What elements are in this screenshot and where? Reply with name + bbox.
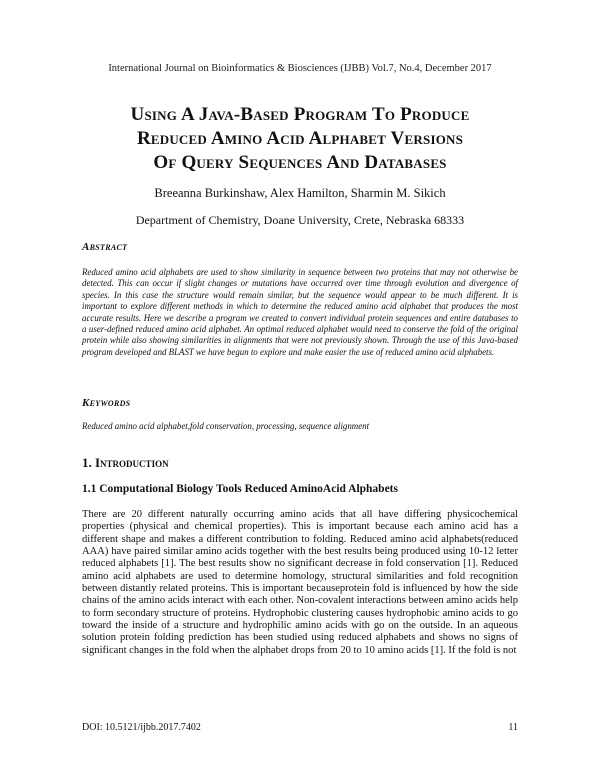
paper-title-line: Of Query Sequences And Databases (153, 152, 447, 173)
paper-title-line: Reduced Amino Acid Alphabet Versions (136, 128, 464, 149)
subsection-heading: 1.1 Computational Biology Tools Reduced AminoAcid Alphabets (82, 483, 398, 495)
keywords-heading: Keywords (82, 397, 131, 409)
paper-title (40, 103, 560, 175)
abstract-heading: Abstract (82, 241, 128, 253)
abstract-text: Reduced amino acid alphabets are used to show similarity in sequence between two proteins that may not otherwise be detected. This can occur if slight changes or mutations have occurred over time through evolution and divergence of species. In this case the structure would remain similar, but the sequence would appear to be much different. It is important to explore different methods in which to determine the reduced amino acid alphabet that produces the most accurate results. Here we describe a program we created to convert individual protein sequences and entire databases to a user-defined reduced amino acid alphabet. An optimal reduced alphabet would need to conserve the fold of the original protein while also showing similarities in alignments that were not previously shown. Through the use of this Java-based program developed and BLAST we have begun to explore and make easier the use of reduced amino acid alphabets. (82, 267, 518, 357)
affiliation: Department of Chemistry, Doane University, Crete, Nebraska 68333 (135, 213, 465, 227)
page-number: 11 (508, 722, 518, 733)
body-paragraph: There are 20 different naturally occurring amino acids that all have differing physicochemical properties (physical and chemical properties). This is important because each amino acid has a different shape and makes a different contribution to folding. Reduced amino acid alphabets(reduced AAA) have paired similar amino acids together with the best results being produced using 10-12 letter reduced alphabets [1]. The best results show no significant decrease in fold conservation [1]. Reduced amino acid alphabets are used to determine homology, structural similarities and fold recognition between distantly related proteins. This is important becauseprotein fold is influenced by how the side chains of the amino acids interact with each other. Non-covalent interactions between amino acids help to form secondary structure of proteins. Hydrophobic clustering causes hydrophobic amino acids to go toward the inside of a structure and hydrophilic amino acids with go on the outside. In an aqueous solution protein folding prediction has been studied using reduced alphabets and shows no signs of significant changes in the fold when the alphabet drops from 20 to 10 amino acids [1]. If the fold is not (82, 509, 518, 656)
journal-header: International Journal on Bioinformatics & Biosciences (IJBB) Vol.7, No.4, December 2017 (108, 63, 492, 74)
footer-doi: DOI: 10.5121/ijbb.2017.7402 (82, 722, 201, 733)
paper-title-line: Using A Java-Based Program To Produce (130, 104, 470, 125)
keywords-text: Reduced amino acid alphabet,fold conservation, processing, sequence alignment (82, 421, 370, 431)
section-heading-introduction: 1. Introduction (82, 455, 169, 470)
author-list: Breeanna Burkinshaw, Alex Hamilton, Sharmin M. Sikich (154, 186, 446, 200)
